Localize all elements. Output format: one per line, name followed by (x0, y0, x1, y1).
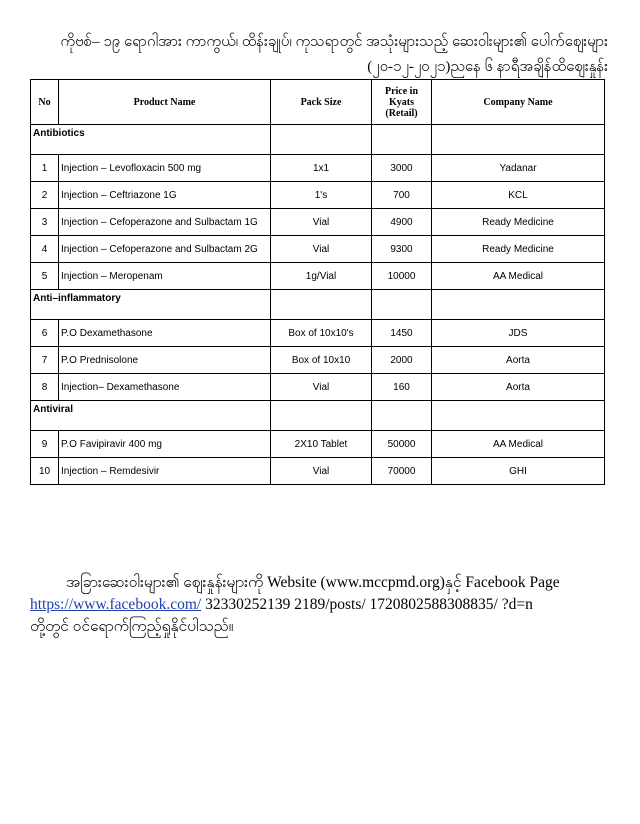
document-title: ကိုဗစ်– ၁၉ ရောဂါအား ကာကွယ်၊ ထိန်းချုပ်၊ ကုသရာတွင် အသုံးများသည့် ဆေးဝါးများ၏ ပေါက်ဈေးများ (60, 34, 608, 50)
cell-product: Injection– Dexamethasone (59, 374, 271, 401)
cell-price: 4900 (372, 209, 432, 236)
column-header-no: No (31, 80, 59, 125)
empty-cell (372, 290, 432, 320)
price-table (30, 79, 605, 485)
cell-no: 8 (31, 374, 59, 401)
table-row (31, 209, 605, 236)
cell-price: 3000 (372, 155, 432, 182)
table-row (31, 236, 605, 263)
cell-pack: 1's (271, 182, 372, 209)
cell-pack: Vial (271, 209, 372, 236)
column-header-pack: Pack Size (271, 80, 372, 125)
cell-product: Injection – Remdesivir (59, 458, 271, 485)
table-row (31, 431, 605, 458)
cell-company: Yadanar (432, 155, 605, 182)
table-row (31, 182, 605, 209)
cell-pack: 1x1 (271, 155, 372, 182)
cell-product: Injection – Cefoperazone and Sulbactam 2G (59, 236, 271, 263)
cell-no: 5 (31, 263, 59, 290)
empty-cell (432, 290, 605, 320)
cell-no: 1 (31, 155, 59, 182)
cell-pack: Box of 10x10's (271, 320, 372, 347)
footer-note (30, 572, 610, 638)
cell-company: AA Medical (432, 263, 605, 290)
cell-company: Ready Medicine (432, 236, 605, 263)
cell-company: Aorta (432, 347, 605, 374)
category-label: Antiviral (31, 401, 271, 431)
cell-product: Injection – Levofloxacin 500 mg (59, 155, 271, 182)
footer-line-1: အခြားဆေးဝါးများ၏ ဈေးနှုန်းများကို Website (www.mccpmd.org)နှင့် Facebook Page (66, 574, 560, 591)
footer-line-2 (30, 594, 610, 616)
cell-no: 2 (31, 182, 59, 209)
cell-price: 50000 (372, 431, 432, 458)
cell-price: 10000 (372, 263, 432, 290)
empty-cell (432, 401, 605, 431)
cell-price: 9300 (372, 236, 432, 263)
table-row (31, 320, 605, 347)
cell-company: KCL (432, 182, 605, 209)
cell-pack: Box of 10x10 (271, 347, 372, 374)
table-row (31, 155, 605, 182)
table-row (31, 263, 605, 290)
table-header-row (31, 80, 605, 125)
cell-pack: 1g/Vial (271, 263, 372, 290)
category-row (31, 401, 605, 431)
cell-no: 6 (31, 320, 59, 347)
empty-cell (372, 401, 432, 431)
category-row (31, 290, 605, 320)
cell-no: 3 (31, 209, 59, 236)
cell-price: 2000 (372, 347, 432, 374)
column-header-product: Product Name (59, 80, 271, 125)
table-row (31, 374, 605, 401)
category-label: Anti–inflammatory (31, 290, 271, 320)
cell-company: Ready Medicine (432, 209, 605, 236)
facebook-link[interactable]: https://www.facebook.com/ (30, 596, 202, 613)
cell-no: 10 (31, 458, 59, 485)
cell-product: Injection – Cefoperazone and Sulbactam 1G (59, 209, 271, 236)
document-date-line: (၂၀-၁၂-၂၀၂၁)ညနေ ၆ နာရီအချိန်ထိဈေးနှုန်း (367, 59, 608, 75)
cell-price: 160 (372, 374, 432, 401)
facebook-link-path: 32330252139 2189/posts/ 1720802588308835/ ?d=n (201, 596, 533, 613)
empty-cell (271, 125, 372, 155)
empty-cell (372, 125, 432, 155)
cell-pack: 2X10 Tablet (271, 431, 372, 458)
category-label: Antibiotics (31, 125, 271, 155)
cell-no: 9 (31, 431, 59, 458)
cell-company: AA Medical (432, 431, 605, 458)
cell-product: P.O Favipiravir 400 mg (59, 431, 271, 458)
cell-no: 4 (31, 236, 59, 263)
table-row (31, 347, 605, 374)
column-header-company: Company Name (432, 80, 605, 125)
cell-pack: Vial (271, 374, 372, 401)
empty-cell (271, 401, 372, 431)
cell-product: Injection – Meropenam (59, 263, 271, 290)
cell-product: P.O Prednisolone (59, 347, 271, 374)
empty-cell (271, 290, 372, 320)
cell-product: Injection – Ceftriazone 1G (59, 182, 271, 209)
empty-cell (432, 125, 605, 155)
column-header-price: Price in Kyats (Retail) (372, 80, 432, 125)
cell-pack: Vial (271, 236, 372, 263)
category-row (31, 125, 605, 155)
cell-pack: Vial (271, 458, 372, 485)
cell-price: 70000 (372, 458, 432, 485)
cell-company: Aorta (432, 374, 605, 401)
cell-product: P.O Dexamethasone (59, 320, 271, 347)
cell-no: 7 (31, 347, 59, 374)
cell-company: GHI (432, 458, 605, 485)
footer-line-3: တို့တွင် ဝင်ရောက်ကြည့်ရှုနိုင်ပါသည်။ (30, 618, 234, 635)
cell-price: 1450 (372, 320, 432, 347)
cell-company: JDS (432, 320, 605, 347)
cell-price: 700 (372, 182, 432, 209)
table-row (31, 458, 605, 485)
